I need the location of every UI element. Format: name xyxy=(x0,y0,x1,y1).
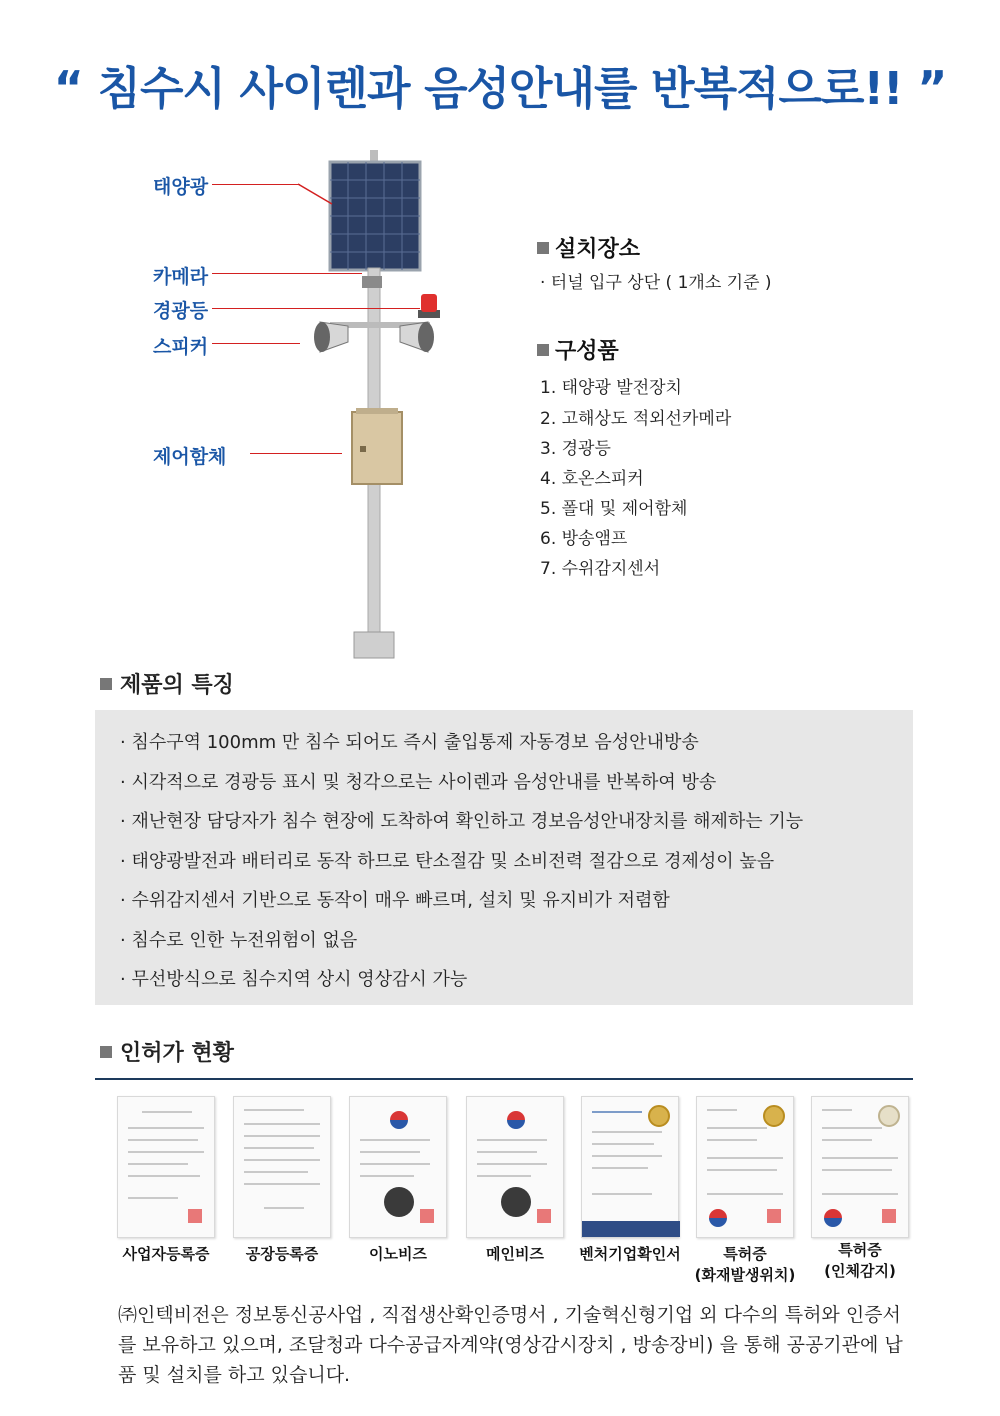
callout-control-box: 제어함체 xyxy=(153,446,227,468)
callout-solar: 태양광 xyxy=(153,176,209,198)
leader-solar-diagonal xyxy=(298,182,334,206)
cert-innobiz xyxy=(349,1096,447,1238)
cert-business-registration xyxy=(117,1096,215,1238)
callout-warning-light: 경광등 xyxy=(153,300,209,322)
cert-patent-fire xyxy=(696,1096,794,1238)
cert-label: 벤처기업확인서 xyxy=(579,1245,681,1263)
component-item: 2. 고해상도 적외선카메라 xyxy=(540,409,732,429)
leader-control-box xyxy=(250,453,342,454)
square-bullet-icon xyxy=(100,1046,112,1058)
cert-label: 사업자등록증 xyxy=(122,1245,210,1263)
camera xyxy=(362,276,382,288)
open-quote: “ xyxy=(53,61,83,115)
leader-warning-light xyxy=(212,308,420,309)
install-item: · 터널 입구 상단 ( 1개소 기준 ) xyxy=(540,273,772,293)
feature-item: · 무선방식으로 침수지역 상시 영상감시 가능 xyxy=(120,969,468,990)
feature-item: · 태양광발전과 배터리로 동작 하므로 탄소절감 및 소비전력 절감으로 경제성이 높음 xyxy=(120,851,775,872)
callout-speaker: 스피커 xyxy=(153,336,209,358)
features-title: 제품의 특징 xyxy=(100,668,234,699)
square-bullet-icon xyxy=(100,678,112,690)
feature-item: · 수위감지센서 기반으로 동작이 매우 빠르며, 설치 및 유지비가 저렴함 xyxy=(120,890,670,911)
licenses-title: 인허가 현황 xyxy=(100,1036,234,1067)
component-item: 5. 폴대 및 제어함체 xyxy=(540,499,688,519)
cert-mainbiz xyxy=(466,1096,564,1238)
siren-pole-illustration xyxy=(290,150,460,670)
feature-item: · 침수구역 100mm 만 침수 되어도 즉시 출입통제 자동경보 음성안내방송 xyxy=(120,732,699,753)
licenses-divider xyxy=(95,1078,913,1080)
close-quote: ” xyxy=(917,61,947,115)
component-item: 6. 방송앰프 xyxy=(540,529,628,549)
component-item: 3. 경광등 xyxy=(540,439,611,459)
leader-solar xyxy=(212,184,300,185)
cert-venture xyxy=(581,1096,679,1238)
cert-label: 이노비즈 xyxy=(369,1245,427,1263)
warning-light xyxy=(421,294,437,312)
leader-camera xyxy=(212,273,362,274)
components-title: 구성품 xyxy=(537,334,619,365)
callout-camera: 카메라 xyxy=(153,266,209,288)
leader-speaker xyxy=(212,343,300,344)
component-item: 1. 태양광 발전장치 xyxy=(540,378,682,398)
headline-text: 침수시 사이렌과 음성안내를 반복적으로!! xyxy=(97,62,903,115)
cert-label: 특허증 (화재발생위치) xyxy=(694,1245,796,1284)
component-item: 4. 호온스피커 xyxy=(540,469,644,489)
cert-factory-registration xyxy=(233,1096,331,1238)
cert-label: 공장등록증 xyxy=(245,1245,319,1263)
pole-base xyxy=(354,632,394,658)
control-box xyxy=(352,412,402,484)
feature-item: · 시각적으로 경광등 표시 및 청각으로는 사이렌과 음성안내를 반복하여 방송 xyxy=(120,772,717,793)
feature-item: · 재난현장 담당자가 침수 현장에 도착하여 확인하고 경보음성안내장치를 해제하는 기능 xyxy=(120,811,804,832)
company-description: ㈜인텍비전은 정보통신공사업 , 직접생산확인증명서 , 기술혁신형기업 외 다수의 특허와 인증서를 보유하고 있으며, 조달청과 다수공급자계약(영상감시장치 , 방송장비) 을 통해 공공기관에 납품 및 설치를 하고 있습니다. xyxy=(118,1304,903,1386)
cert-label: 메인비즈 xyxy=(486,1245,544,1263)
install-title: 설치장소 xyxy=(537,232,640,263)
cert-label: 특허증 (인체감지) xyxy=(824,1241,896,1280)
headline xyxy=(0,52,1000,117)
square-bullet-icon xyxy=(537,242,549,254)
cert-patent-human xyxy=(811,1096,909,1238)
square-bullet-icon xyxy=(537,344,549,356)
component-item: 7. 수위감지센서 xyxy=(540,559,661,579)
feature-item: · 침수로 인한 누전위험이 없음 xyxy=(120,930,358,951)
